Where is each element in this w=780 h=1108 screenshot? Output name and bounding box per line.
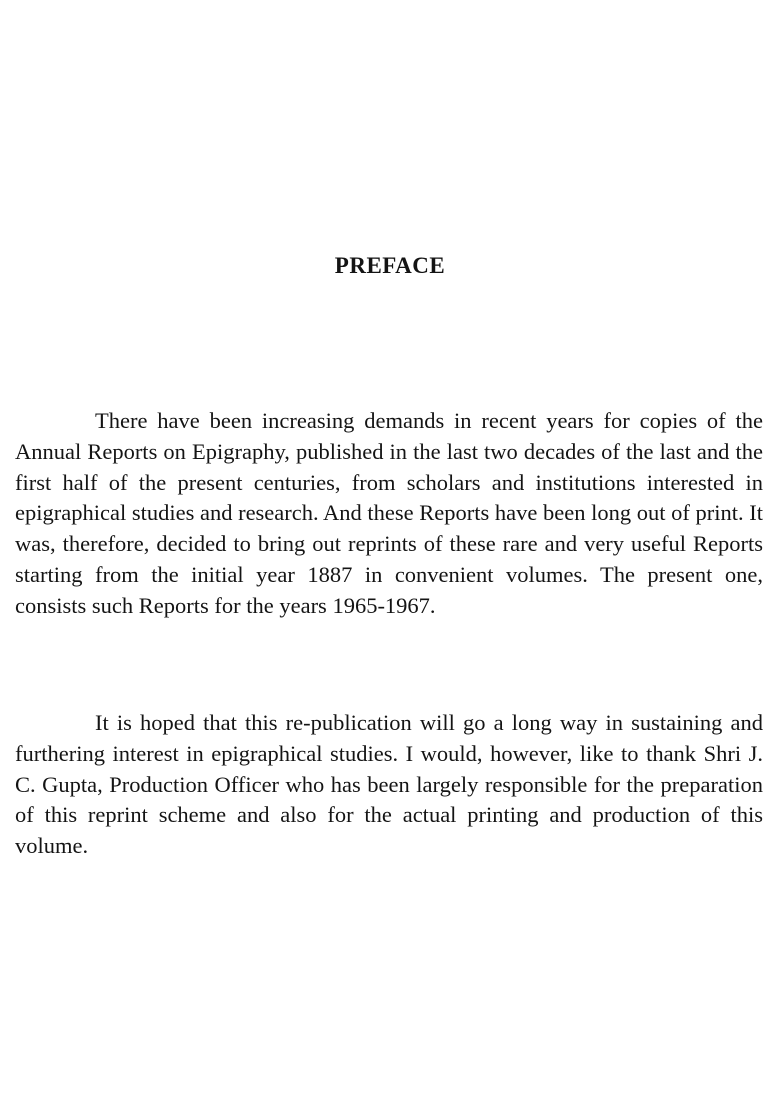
body-paragraph-1: There have been increasing demands in recent years for copies of the Annual Reports on Epigraphy, published in the last two decades of the last and the first half of the present centuries, from scholars and institutions interested in epigraphical studies and research. And these Reports have been long out of print. It was, therefore, decided to bring out reprints of these rare and very useful Reports starting from the initial year 1887 in convenient volumes. The present one, consists such Reports for the years 1965-1967. (15, 408, 763, 618)
body-paragraph-2: It is hoped that this re-publication will go a long way in sustaining and furthering interest in epigraphical studies. I would, however, like to thank Shri J. C. Gupta, Production Officer who has been largely responsible for the preparation of this reprint scheme and also for the actual printing and production of this volume. (15, 710, 763, 859)
page-title: PREFACE (334, 253, 446, 278)
